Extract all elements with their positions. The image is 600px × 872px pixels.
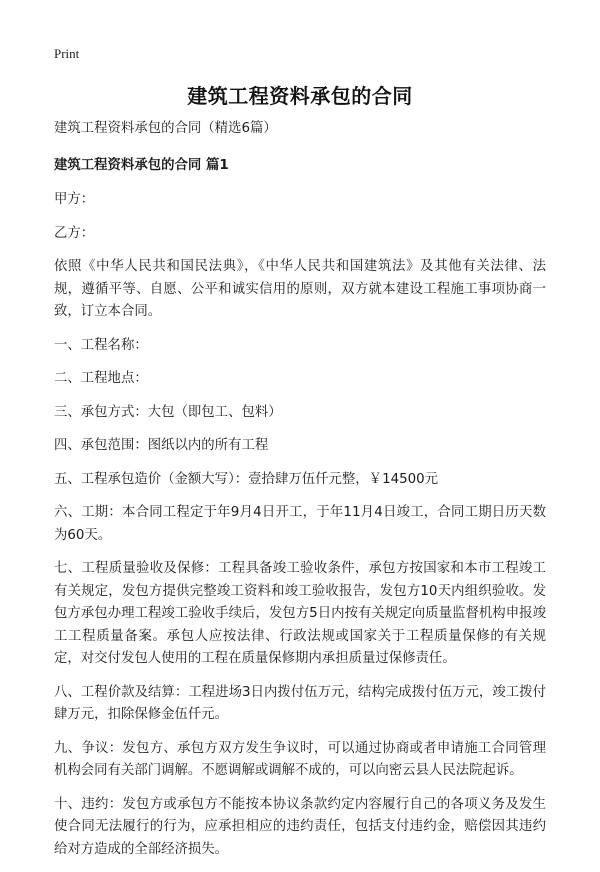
clause-paragraph: 二、工程地点： [54, 371, 148, 386]
clause-paragraph: 七、工程质量验收及保修：工程具备竣工验收条件，承包方按国家和本市工程竣工有关规定，发包方提供完整竣工资料和竣工验收报告，发包方10天内组织验收。发包方承包办理工程竣工验收手续后，发包方5日内按有关规定向质量监督机构申报竣工工程质量备案。承包人应按法律、行政法规或国家关于工程质量保修的有关规定，对交付发包人使用的工程在质量保修期内承担质量过保修责任。 [54, 561, 546, 666]
clause-paragraph: 四、承包范围：图纸以内的所有工程 [54, 438, 269, 453]
clause-paragraph: 五、工程承包造价（金额大写）：壹拾肆万伍仟元整，￥14500元 [54, 471, 439, 487]
print-link[interactable]: Print [54, 46, 80, 61]
party-b-line: 乙方： [54, 225, 95, 241]
intro-paragraph: 依照《中华人民共和国民法典》，《中华人民共和国建筑法》及其他有关法律、法规，遵循平等、自愿、公平和诚实信用的原则，双方就本建设工程施工事项协商一致，订立本合同。 [54, 259, 546, 319]
document-body [54, 118, 546, 872]
section-heading: 建筑工程资料承包的合同 篇1 [54, 157, 229, 173]
clause-paragraph: 六、工期：本合同工程定于年9月4日开工，于年11月4日竣工，合同工期日历天数为60天。 [54, 505, 546, 543]
clause-paragraph: 八、工程价款及结算：工程进场3日内拨付伍万元，结构完成拨付伍万元，竣工拨付肆万元，扣除保修金伍仟元。 [54, 684, 546, 722]
clause-paragraph: 十、违约：发包方或承包方不能按本协议条款约定内容履行自己的各项义务及发生使合同无法履行的行为，应承担相应的违约责任，包括支付违约金，赔偿因其违约给对方造成的全部经济损失。 [54, 796, 546, 857]
party-a-line: 甲方： [54, 192, 95, 207]
clause-paragraph: 一、工程名称： [54, 337, 148, 353]
document-subtitle: 建筑工程资料承包的合同（精选6篇） [54, 121, 277, 136]
document-title: 建筑工程资料承包的合同 [187, 84, 413, 108]
clause-paragraph: 三、承包方式：大包（即包工、包料） [54, 404, 282, 420]
clause-paragraph: 九、争议：发包方、承包方双方发生争议时，可以通过协商或者申请施工合同管理机构会同有关部门调解。不愿调解或调解不成的，可以向密云县人民法院起诉。 [54, 740, 546, 778]
